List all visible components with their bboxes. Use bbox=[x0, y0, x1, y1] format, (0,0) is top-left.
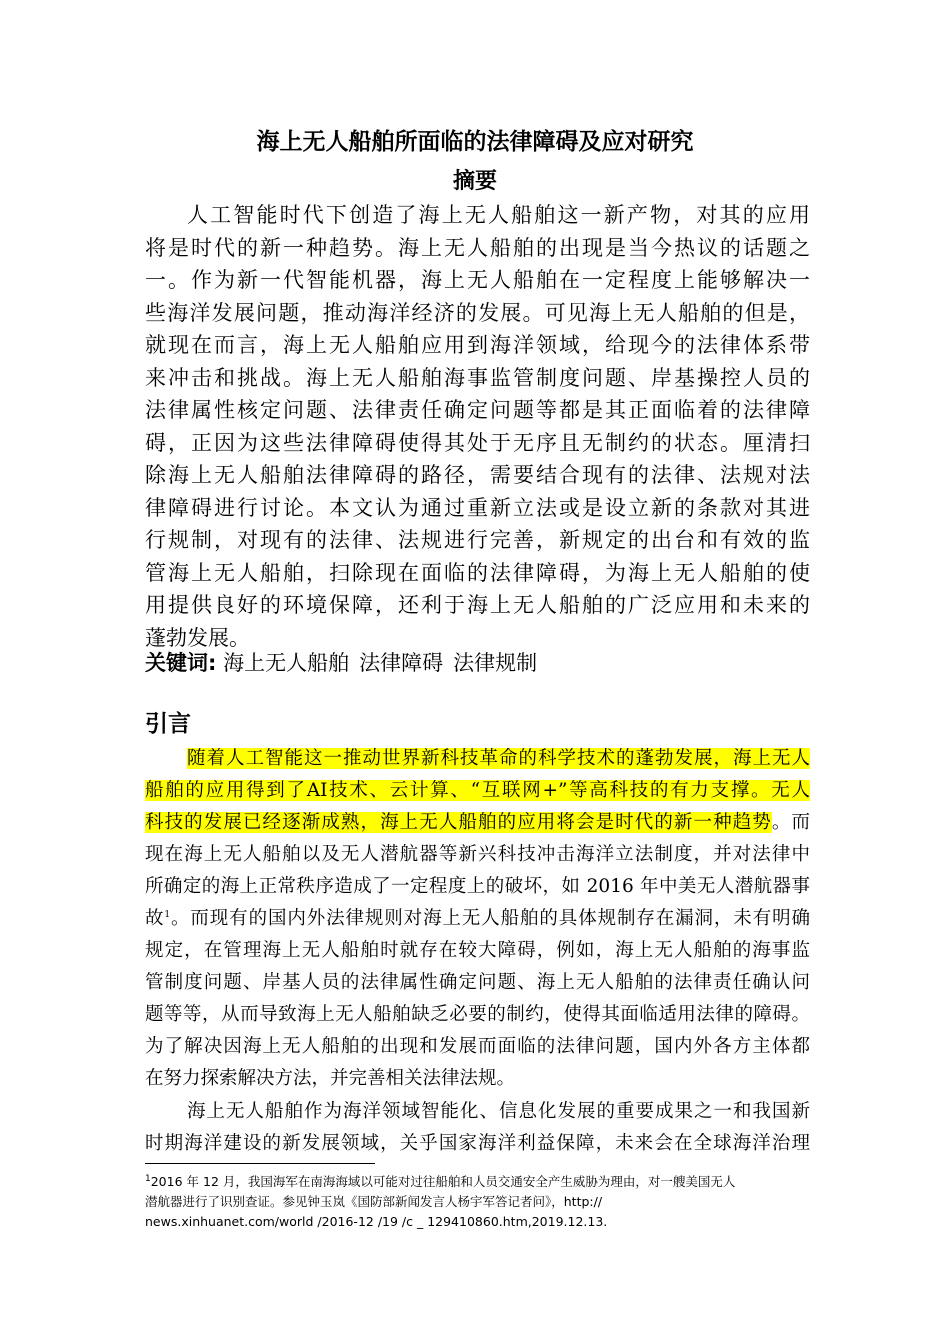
keyword-item: 法律规制 bbox=[453, 651, 538, 675]
intro-line: 现在海上无人船舶以及无人潜航器等新兴科技冲击海洋立法制度，并对法律中 bbox=[145, 844, 810, 865]
abstract-line: 蓬勃发展。 bbox=[145, 625, 250, 650]
abstract-line: 些海洋发展问题，推动海洋经济的发展。可见海上无人船舶的但是， bbox=[145, 300, 810, 325]
intro-line: 时期海洋建设的新发展领域，关乎国家海洋利益保障，未来会在全球海洋治理 bbox=[145, 1133, 810, 1154]
footnote-line bbox=[145, 1172, 810, 1192]
intro-line: 在努力探索解决方法，并完善相关法律法规。 bbox=[145, 1068, 516, 1089]
footnote-number: 1 bbox=[145, 1173, 151, 1184]
intro-line: 题等等，从而导致海上无人船舶缺乏必要的制约，使得其面临适用法律的障碍。 bbox=[145, 1004, 810, 1025]
intro-line bbox=[145, 743, 810, 775]
abstract-line: 人工智能时代下创造了海上无人船舶这一新产物，对其的应用 bbox=[187, 203, 810, 227]
highlighted-text: 科技的发展已经逐渐成熟，海上无人船舶的应用将会是时代的新一种趋势 bbox=[145, 812, 772, 833]
abstract-line: 管海上无人船舶，扫除现在面临的法律障碍，为海上无人船舶的使 bbox=[145, 560, 810, 585]
abstract-line: 除海上无人船舶法律障碍的路径，需要结合现有的法律、法规对法 bbox=[145, 463, 810, 487]
abstract-line: 一。作为新一代智能机器，海上无人船舶在一定程度上能够解决一 bbox=[145, 268, 810, 292]
abstract-line: 用提供良好的环境保障，还利于海上无人船舶的广泛应用和未来的 bbox=[145, 593, 810, 617]
intro-line: 管制度问题、岸基人员的法律属性确定问题、海上无人船舶的法律责任确认问 bbox=[145, 972, 810, 993]
highlighted-text: 船舶的应用得到了AI技术、云计算、“互联网+”等高科技的有力支撑。无人 bbox=[145, 780, 810, 801]
document-title: 海上无人船舶所面临的法律障碍及应对研究 bbox=[256, 129, 694, 155]
footnote-line: 潜航器进行了识别查证。参见钟玉岚《国防部新闻发言人杨宇军答记者问》，http:// bbox=[145, 1194, 603, 1209]
abstract-line: 就现在而言，海上无人船舶应用到海洋领域，给现今的法律体系带 bbox=[145, 333, 810, 357]
intro-text: 故 bbox=[145, 908, 165, 929]
abstract-line: 法律属性核定问题、法律责任确定问题等都是其正面临着的法律障 bbox=[145, 398, 810, 422]
intro-text: 。而现有的国内外法律规则对海上无人船舶的具体规制存在漏洞，未有明确 bbox=[170, 908, 810, 929]
keyword-item: 海上无人船舶 bbox=[223, 651, 350, 675]
footnote-separator bbox=[145, 1163, 375, 1164]
abstract-line: 行规制，对现有的法律、法规进行完善，新规定的出台和有效的监 bbox=[145, 528, 810, 552]
intro-line bbox=[145, 807, 810, 839]
intro-line bbox=[145, 775, 810, 807]
footnote bbox=[145, 1172, 810, 1232]
intro-line: 海上无人船舶作为海洋领域智能化、信息化发展的重要成果之一和我国新 bbox=[187, 1101, 810, 1122]
intro-line: 规定，在管理海上无人船舶时就存在较大障碍，例如，海上无人船舶的海事监 bbox=[145, 940, 810, 961]
introduction-heading: 引言 bbox=[145, 711, 191, 737]
abstract-line: 碍，正因为这些法律障碍使得其处于无序且无制约的状态。厘清扫 bbox=[145, 430, 810, 455]
intro-line: 所确定的海上正常秩序造成了一定程度上的破坏，如 2016 年中美无人潜航器事 bbox=[145, 876, 810, 897]
intro-line: 为了解决因海上无人船舶的出现和发展而面临的法律问题，国内外各方主体都 bbox=[145, 1036, 810, 1057]
abstract-heading: 摘要 bbox=[452, 169, 497, 194]
intro-line bbox=[145, 903, 810, 935]
intro-text: 。而 bbox=[771, 812, 810, 833]
keywords bbox=[145, 646, 547, 680]
abstract-line: 律障碍进行讨论。本文认为通过重新立法或是设立新的条款对其进 bbox=[145, 495, 810, 520]
abstract-line: 将是时代的新一种趋势。海上无人船舶的出现是当今热议的话题之 bbox=[145, 235, 810, 260]
footnote-text: 2016 年 12 月，我国海军在南海海域以可能对过往船舶和人员交通安全产生威胁为理由，对一艘美国无人 bbox=[150, 1174, 736, 1189]
keywords-label: 关键词: bbox=[145, 651, 217, 675]
abstract-line: 来冲击和挑战。海上无人船舶海事监管制度问题、岸基操控人员的 bbox=[145, 365, 810, 390]
keyword-item: 法律障碍 bbox=[359, 651, 444, 675]
footnote-link[interactable]: news.xinhuanet.com/world /2016-12 /19 /c _ 129410860.htm,2019.12.13. bbox=[145, 1214, 608, 1229]
footnote-ref[interactable]: 1 bbox=[164, 909, 171, 920]
highlighted-text: 随着人工智能这一推动世界新科技革命的科学技术的蓬勃发展，海上无人 bbox=[187, 748, 810, 769]
